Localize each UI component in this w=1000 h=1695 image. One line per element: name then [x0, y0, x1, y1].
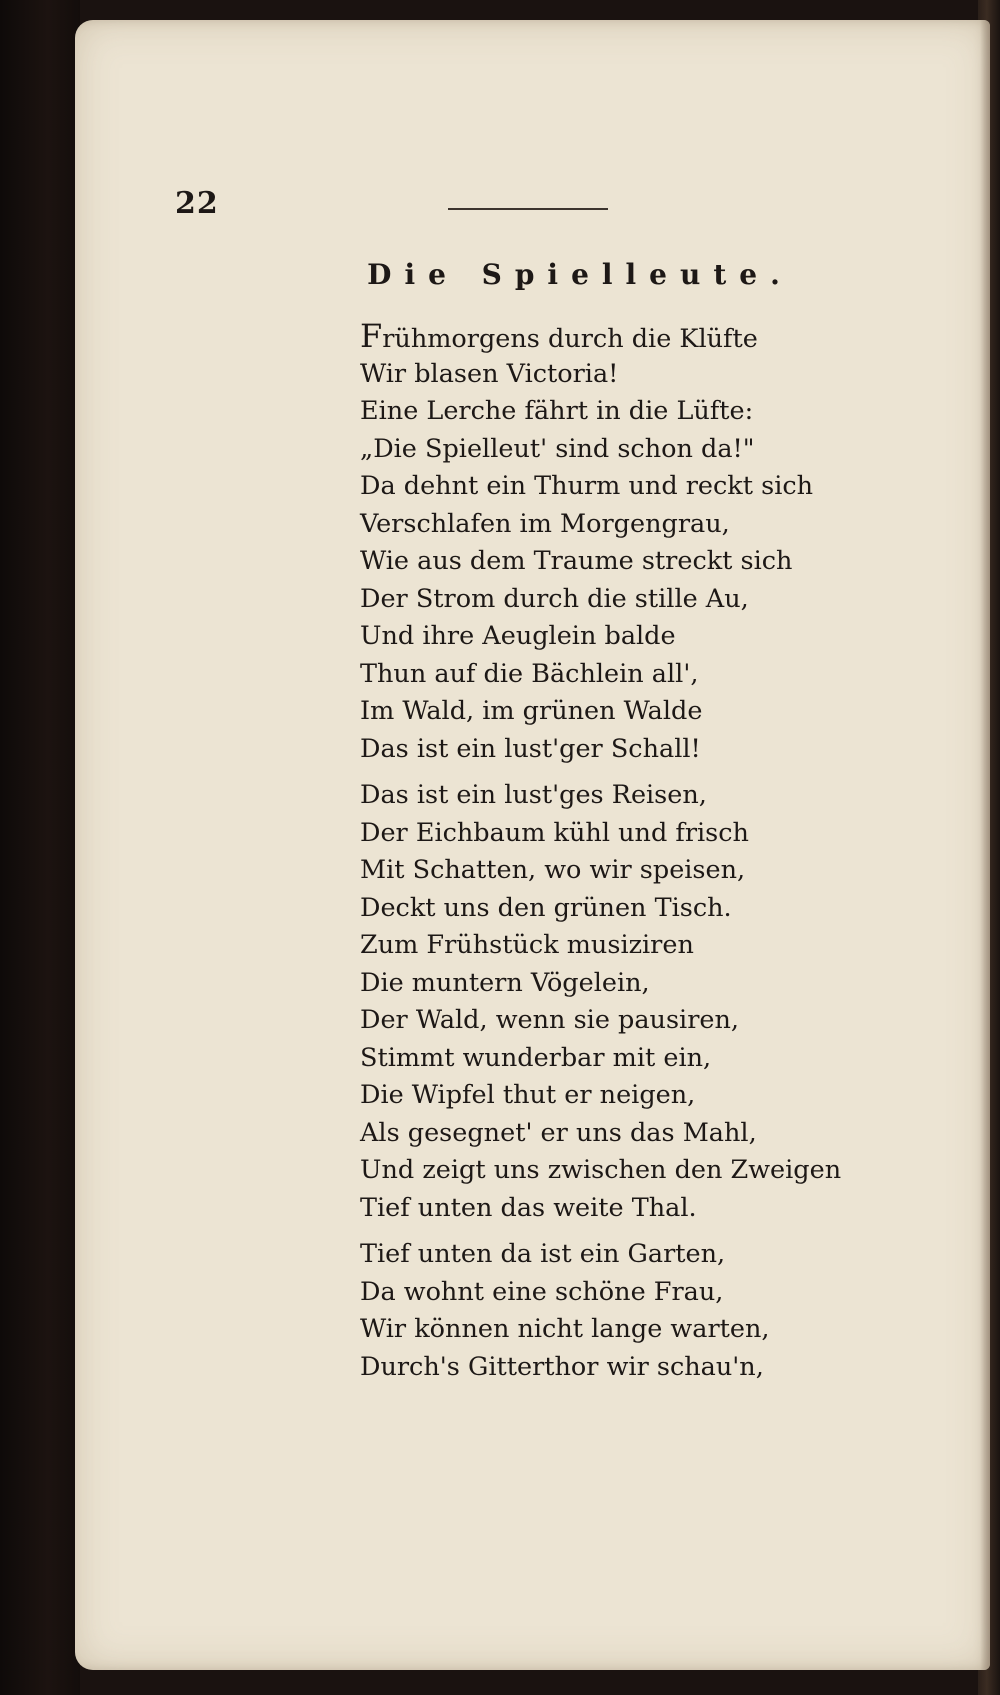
- poem-line: Wir blasen Victoria!: [360, 358, 619, 389]
- poem-line: Und zeigt uns zwischen den Zweigen: [360, 1155, 842, 1185]
- stanza-3: [360, 1236, 900, 1386]
- stanza-1: [360, 318, 900, 768]
- poem-line: Eine Lerche fährt in die Lüfte:: [360, 396, 754, 426]
- poem-line: „Die Spielleut' sind schon da!": [360, 433, 755, 464]
- poem-line: Die muntern Vögelein,: [360, 967, 650, 998]
- poem-line: Tief unten da ist ein Garten,: [360, 1239, 726, 1269]
- poem-line: Frühmorgens durch die Klüfte: [360, 317, 758, 355]
- header-rule: [448, 208, 608, 210]
- poem-line: Durch's Gitterthor wir schau'n,: [360, 1351, 764, 1382]
- poem-line: Da wohnt eine schöne Frau,: [360, 1276, 724, 1307]
- stanza-2: [360, 777, 900, 1227]
- page-number: 22: [175, 186, 219, 221]
- poem-line: Deckt uns den grünen Tisch.: [360, 892, 732, 923]
- poem-line: Als gesegnet' er uns das Mahl,: [360, 1117, 757, 1148]
- poem-body: [360, 318, 900, 1395]
- poem-line: Tief unten das weite Thal.: [360, 1192, 697, 1223]
- poem-line: Wie aus dem Traume streckt sich: [360, 546, 793, 576]
- poem-line: Das ist ein lust'ger Schall!: [360, 733, 701, 764]
- poem-line: Und ihre Aeuglein balde: [360, 621, 676, 651]
- page-edge-shadow: [980, 20, 990, 1670]
- poem-line: Da dehnt ein Thurm und reckt sich: [360, 471, 814, 501]
- poem-line: Zum Frühstück musiziren: [360, 930, 694, 960]
- poem-line: Das ist ein lust'ges Reisen,: [360, 780, 707, 810]
- poem-line: Thun auf die Bächlein all',: [360, 658, 699, 689]
- poem-line: Mit Schatten, wo wir speisen,: [360, 855, 746, 885]
- poem-line: Der Wald, wenn sie pausiren,: [360, 1005, 740, 1035]
- poem-title: Die Spielleute.: [367, 258, 793, 291]
- poem-line: Die Wipfel thut er neigen,: [360, 1080, 696, 1110]
- poem-line: Wir können nicht lange warten,: [360, 1314, 770, 1344]
- poem-line: Der Strom durch die stille Au,: [360, 583, 749, 614]
- poem-line: Stimmt wunderbar mit ein,: [360, 1042, 712, 1073]
- poem-line: Verschlafen im Morgengrau,: [360, 508, 730, 539]
- poem-line: Der Eichbaum kühl und frisch: [360, 817, 749, 848]
- poem-line: Im Wald, im grünen Walde: [360, 696, 703, 726]
- book-binding-left: [0, 0, 80, 1695]
